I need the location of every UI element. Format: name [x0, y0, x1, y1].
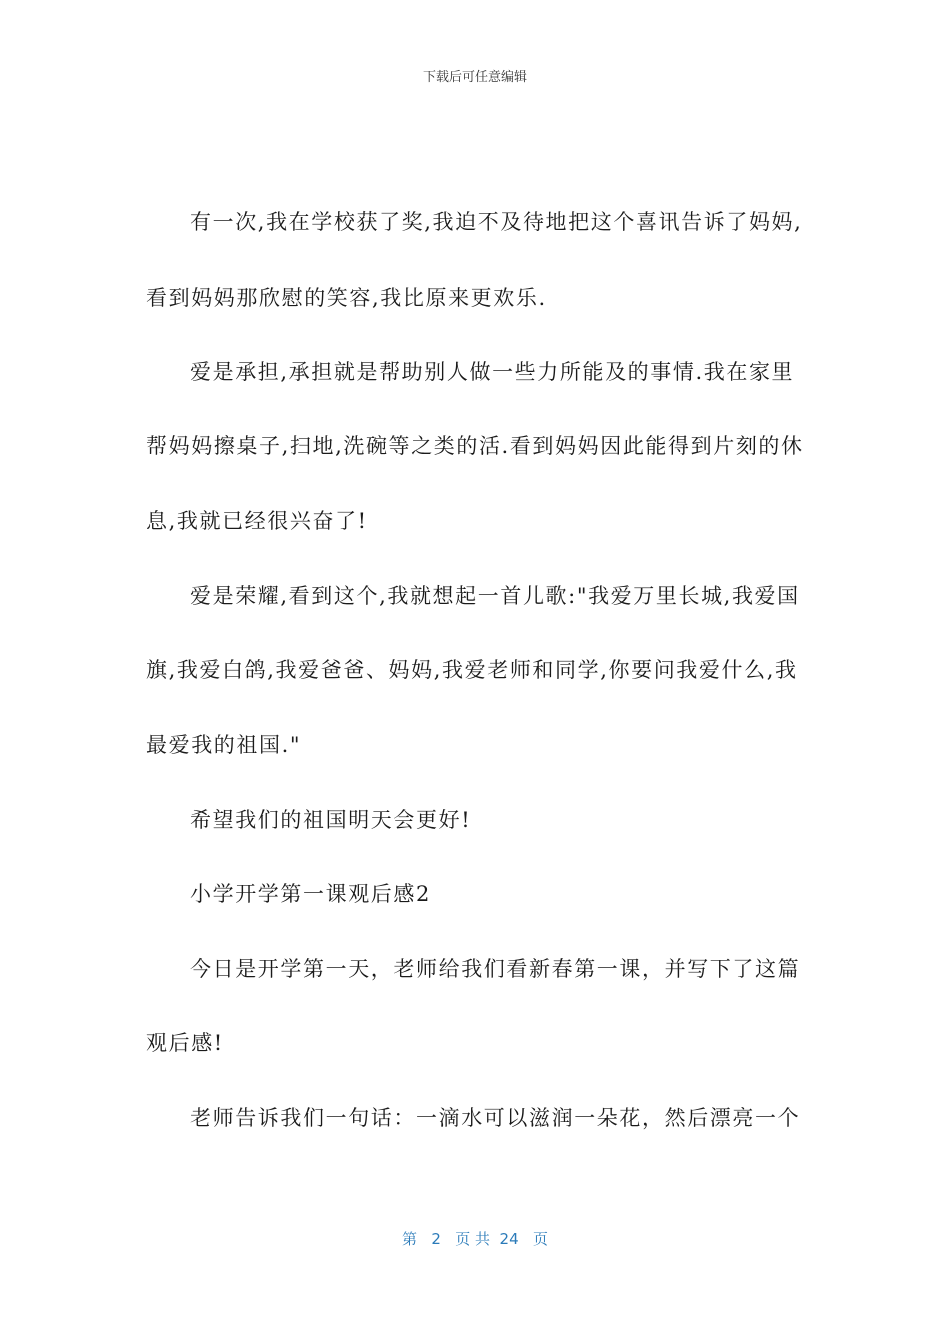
text-line: 今日是开学第一天，老师给我们看新春第一课，并写下了这篇 [190, 957, 801, 981]
footer-label-page: 第 [402, 1230, 418, 1248]
page-footer [0, 1228, 950, 1249]
footer-label-of: 页 共 [455, 1230, 490, 1248]
section-heading: 小学开学第一课观后感2 [190, 882, 431, 906]
page-header: 下载后可任意编辑 [422, 70, 527, 85]
text-line: 爱是承担,承担就是帮助别人做一些力所能及的事情.我在家里 [190, 360, 795, 384]
text-line: 息,我就已经很兴奋了! [146, 509, 368, 533]
text-line: 老师告诉我们一句话：一滴水可以滋润一朵花，然后漂亮一个 [190, 1106, 801, 1130]
text-line: 希望我们的祖国明天会更好! [190, 808, 472, 832]
text-line: 有一次,我在学校获了奖,我迫不及待地把这个喜讯告诉了妈妈, [190, 210, 803, 234]
footer-total-pages: 24 [499, 1230, 519, 1248]
footer-current-page: 2 [431, 1230, 441, 1248]
text-line: 帮妈妈擦桌子,扫地,洗碗等之类的活.看到妈妈因此能得到片刻的休 [146, 434, 804, 458]
text-line: 看到妈妈那欣慰的笑容,我比原来更欢乐. [146, 286, 547, 310]
text-line: 爱是荣耀,看到这个,我就想起一首儿歌:"我爱万里长城,我爱国 [190, 584, 800, 608]
text-line: 最爱我的祖国." [146, 733, 302, 757]
footer-label-pages: 页 [532, 1230, 548, 1248]
text-line: 旗,我爱白鸽,我爱爸爸、妈妈,我爱老师和同学,你要问我爱什么,我 [146, 658, 798, 682]
text-line: 观后感! [146, 1031, 224, 1055]
